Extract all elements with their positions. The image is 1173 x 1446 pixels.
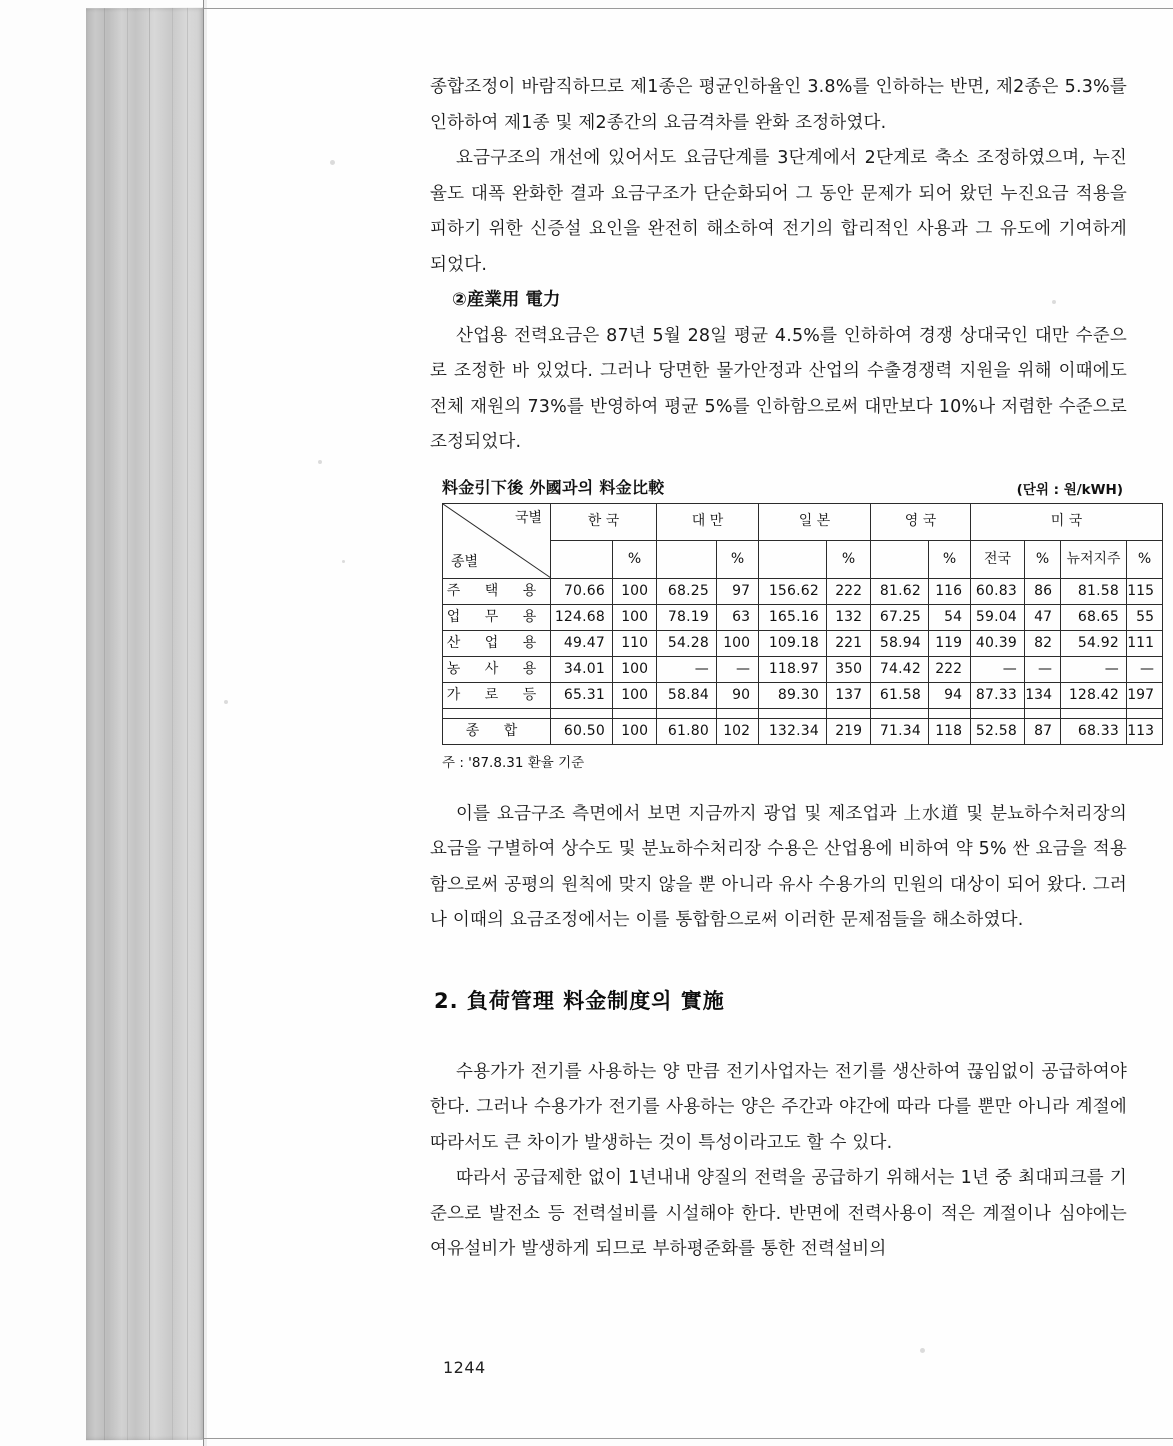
cell-korea: 34.01 (551, 656, 613, 682)
header-japan-value (759, 541, 827, 579)
header-us-newjersey-pct: % (1127, 541, 1163, 579)
rate-comparison-table (442, 503, 1163, 745)
cell-taiwan-pct: 100 (717, 630, 759, 656)
table-row (443, 604, 1163, 630)
cell-uk-pct: 222 (929, 656, 971, 682)
cell-uk-pct: 118 (929, 718, 971, 744)
cell-uk: 81.62 (871, 578, 929, 604)
header-us-newjersey: 뉴저지주 (1061, 541, 1127, 579)
header-uk: 영 국 (871, 503, 971, 541)
cell-japan: 165.16 (759, 604, 827, 630)
cell-uk: 67.25 (871, 604, 929, 630)
paragraph-4: 이를 요금구조 측면에서 보면 지금까지 광업 및 제조업과 上水道 및 분뇨하수처리장의 요금을 구별하여 상수도 및 분뇨하수처리장 수용은 산업용에 비하여 약 5% 싼 요금을 적용함으로써 공평의 원칙에 맞지 않을 뿐 아니라 유사 수용가의 민원의 대상이 되어 왔다. 그러나 이때의 요금조정에서는 이를 통합함으로써 이러한 문제점들을 해소하였다. (430, 803, 1127, 930)
cell-uk: 71.34 (871, 718, 929, 744)
book-gutter-shadow (86, 8, 204, 1441)
table-row (443, 630, 1163, 656)
cell-korea-pct: 100 (613, 578, 657, 604)
cell-us-national: 59.04 (971, 604, 1025, 630)
header-korea-pct: % (613, 541, 657, 579)
cell-taiwan-pct: 97 (717, 578, 759, 604)
cell-us-national: 87.33 (971, 682, 1025, 708)
header-taiwan-value (657, 541, 717, 579)
cell-us-nj: 128.42 (1061, 682, 1127, 708)
cell-us-national: 52.58 (971, 718, 1025, 744)
cell-us-national: — (971, 656, 1025, 682)
header-us-national: 전국 (971, 541, 1025, 579)
header-us-national-pct: % (1025, 541, 1061, 579)
row-label: 농 사 용 (443, 656, 551, 682)
cell-taiwan: 58.84 (657, 682, 717, 708)
page-content (430, 70, 1154, 1268)
row-label: 업 무 용 (443, 604, 551, 630)
table-header-row-2 (443, 541, 1163, 579)
cell-japan-pct: 221 (827, 630, 871, 656)
cell-us-nj-pct: — (1127, 656, 1163, 682)
cell-uk: 58.94 (871, 630, 929, 656)
cell-taiwan: 54.28 (657, 630, 717, 656)
paragraph-5: 수용가가 전기를 사용하는 양 만큼 전기사업자는 전기를 생산하여 끊임없이 공급하여야 한다. 그러나 수용가가 전기를 사용하는 양은 주간과 야간에 따라 다를 뿐만 아니라 계절에 따라서도 큰 차이가 발생하는 것이 특성이라고도 할 수 있다. (430, 1061, 1127, 1153)
cell-korea-pct: 100 (613, 656, 657, 682)
cell-taiwan-pct: — (717, 656, 759, 682)
cell-korea: 124.68 (551, 604, 613, 630)
cell-taiwan: 68.25 (657, 578, 717, 604)
cell-taiwan-pct: 90 (717, 682, 759, 708)
cell-korea-pct: 100 (613, 718, 657, 744)
cell-us-national: 40.39 (971, 630, 1025, 656)
corner-label-country: 국별 (514, 509, 542, 526)
cell-taiwan-pct: 102 (717, 718, 759, 744)
cell-us-national-pct: 82 (1025, 630, 1061, 656)
cell-us-nj-pct: 111 (1127, 630, 1163, 656)
table-header-row-1 (443, 503, 1163, 541)
cell-japan: 118.97 (759, 656, 827, 682)
cell-uk: 61.58 (871, 682, 929, 708)
cell-us-nj: 68.65 (1061, 604, 1127, 630)
table-footnote: 주 : '87.8.31 환율 기준 (442, 754, 585, 771)
subheading-industrial-power: ②産業用 電力 (452, 290, 561, 310)
cell-japan-pct: 132 (827, 604, 871, 630)
cell-korea-pct: 110 (613, 630, 657, 656)
cell-us-nj: 68.33 (1061, 718, 1127, 744)
section-heading: 2. 負荷管理 料金制度의 實施 (434, 988, 725, 1013)
cell-korea: 60.50 (551, 718, 613, 744)
cell-us-national-pct: 47 (1025, 604, 1061, 630)
cell-japan-pct: 350 (827, 656, 871, 682)
row-label-total: 종 합 (443, 718, 551, 744)
table-row (443, 656, 1163, 682)
table-row (443, 578, 1163, 604)
cell-uk-pct: 116 (929, 578, 971, 604)
header-usa: 미 국 (971, 503, 1163, 541)
cell-korea: 49.47 (551, 630, 613, 656)
header-korea-value (551, 541, 613, 579)
header-japan: 일 본 (759, 503, 871, 541)
header-taiwan: 대 만 (657, 503, 759, 541)
cell-us-national-pct: 134 (1025, 682, 1061, 708)
paragraph-1: 종합조정이 바람직하므로 제1종은 평균인하율인 3.8%를 인하하는 반면, 제2종은 5.3%를 인하하여 제1종 및 제2종간의 요금격차를 완화 조정하였다. (430, 77, 1127, 133)
cell-taiwan: 78.19 (657, 604, 717, 630)
cell-japan: 109.18 (759, 630, 827, 656)
cell-uk-pct: 119 (929, 630, 971, 656)
cell-us-national: 60.83 (971, 578, 1025, 604)
row-label: 주 택 용 (443, 578, 551, 604)
cell-japan-pct: 222 (827, 578, 871, 604)
cell-korea: 65.31 (551, 682, 613, 708)
header-uk-value (871, 541, 929, 579)
cell-korea-pct: 100 (613, 604, 657, 630)
cell-us-nj: — (1061, 656, 1127, 682)
header-korea: 한 국 (551, 503, 657, 541)
cell-us-national-pct: — (1025, 656, 1061, 682)
table-caption-row (430, 475, 1127, 499)
cell-us-national-pct: 86 (1025, 578, 1061, 604)
table-unit-label: (단위 : 원/kWH) (1016, 481, 1123, 498)
header-taiwan-pct: % (717, 541, 759, 579)
cell-us-nj-pct: 113 (1127, 718, 1163, 744)
cell-uk-pct: 54 (929, 604, 971, 630)
cell-us-nj-pct: 197 (1127, 682, 1163, 708)
table-spacer-row (443, 708, 1163, 718)
row-label: 가 로 등 (443, 682, 551, 708)
cell-uk-pct: 94 (929, 682, 971, 708)
corner-label-type: 종별 (451, 553, 479, 570)
cell-taiwan-pct: 63 (717, 604, 759, 630)
cell-korea: 70.66 (551, 578, 613, 604)
row-label: 산 업 용 (443, 630, 551, 656)
cell-us-nj: 81.58 (1061, 578, 1127, 604)
cell-us-nj-pct: 55 (1127, 604, 1163, 630)
paragraph-3: 산업용 전력요금은 87년 5월 28일 평균 4.5%를 인하하여 경쟁 상대국인 대만 수준으로 조정한 바 있었다. 그러나 당면한 물가안정과 산업의 수출경쟁력 지원을 위해 이때에도 전체 재원의 73%를 반영하여 평균 5%를 인하함으로써 대만보다 10%나 저렴한 수준으로 조정되었다. (430, 325, 1127, 452)
cell-japan: 132.34 (759, 718, 827, 744)
header-japan-pct: % (827, 541, 871, 579)
table-corner-cell (443, 503, 551, 578)
table-row (443, 682, 1163, 708)
cell-us-nj-pct: 115 (1127, 578, 1163, 604)
cell-taiwan: 61.80 (657, 718, 717, 744)
cell-korea-pct: 100 (613, 682, 657, 708)
paragraph-6: 따라서 공급제한 없이 1년내내 양질의 전력을 공급하기 위해서는 1년 중 최대피크를 기준으로 발전소 등 전력설비를 시설해야 한다. 반면에 전력사용이 적은 계절이나 심야에는 여유설비가 발생하게 되므로 부하평준화를 통한 전력설비의 (430, 1168, 1127, 1259)
cell-us-national-pct: 87 (1025, 718, 1061, 744)
cell-japan: 156.62 (759, 578, 827, 604)
cell-taiwan: — (657, 656, 717, 682)
cell-japan: 89.30 (759, 682, 827, 708)
table-caption: 料金引下後 外國과의 料金比較 (442, 477, 665, 497)
cell-japan-pct: 219 (827, 718, 871, 744)
header-uk-pct: % (929, 541, 971, 579)
cell-us-nj: 54.92 (1061, 630, 1127, 656)
cell-uk: 74.42 (871, 656, 929, 682)
cell-japan-pct: 137 (827, 682, 871, 708)
page-number: 1244 (443, 1358, 486, 1377)
paragraph-2: 요금구조의 개선에 있어서도 요금단계를 3단계에서 2단계로 축소 조정하였으며, 누진율도 대폭 완화한 결과 요금구조가 단순화되어 그 동안 문제가 되어 왔던 누진요금 적용을 피하기 위한 신증설 요인을 완전히 해소하여 전기의 합리적인 사용과 그 유도에 기여하게 되었다. (430, 148, 1127, 275)
table-total-row (443, 718, 1163, 744)
page-bottom-edge (204, 1438, 1173, 1439)
